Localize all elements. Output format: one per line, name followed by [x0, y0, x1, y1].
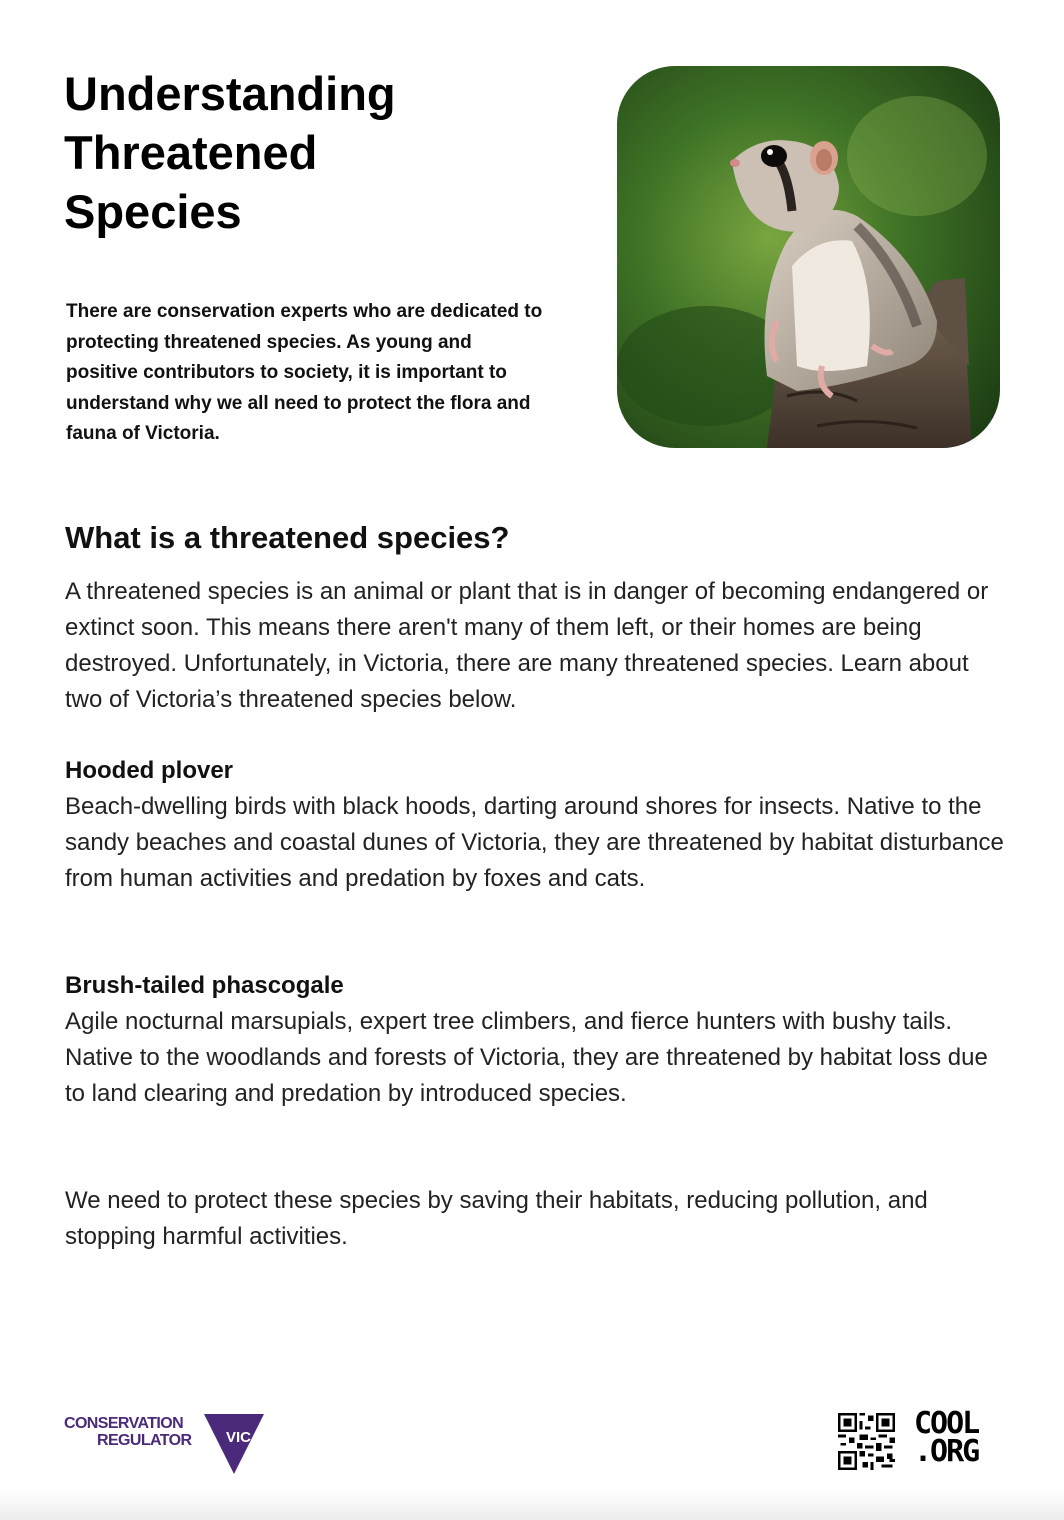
cool-org-logo	[914, 1406, 1004, 1472]
qr-code-icon	[838, 1413, 895, 1470]
cool-logo-line1: COOL	[914, 1406, 979, 1441]
vic-triangle-icon	[204, 1414, 264, 1474]
intro-paragraph: A threatened species is an animal or plant that is in danger of becoming endangered or extinct soon. This means there aren't many of them left, or their homes are being destroyed. Unfortunately, in Victoria, there are many threatened species. Learn about two of Victoria’s threatened species below.	[65, 578, 989, 713]
species-description: Beach-dwelling birds with black hoods, darting around shores for insects. Native to the sandy beaches and coastal dunes of Victoria, they are threatened by habitat disturbance from human activities and predation by foxes and cats.	[65, 793, 1004, 892]
species-name: Hooded plover	[65, 757, 234, 784]
species-name: Brush-tailed phascogale	[65, 972, 344, 999]
title-line: Species	[64, 185, 242, 238]
vic-badge-text: VIC	[226, 1429, 252, 1446]
cool-logo-line2: .ORG	[914, 1434, 979, 1469]
section-heading: What is a threatened species?	[65, 520, 510, 555]
species-block-hooded-plover	[65, 753, 1005, 897]
page-title	[64, 64, 524, 241]
footer-bar	[0, 1490, 1064, 1520]
title-line: Threatened	[64, 126, 318, 179]
intro-text: There are conservation experts who are dedicated to protecting threatened species. As young and positive contributors to society, it is important to understand why we all need to protect the flora and fauna of Victoria.	[66, 301, 543, 444]
species-block-brush-tailed-phascogale	[65, 968, 1005, 1112]
species-description: Agile nocturnal marsupials, expert tree climbers, and fierce hunters with bushy tails. Native to the woodlands and forests of Victoria, they are threatened by habitat loss due to land clearing and predation by introduced species.	[65, 1008, 988, 1107]
logo-text-line2: REGULATOR	[97, 1432, 192, 1449]
title-line: Understanding	[64, 67, 396, 120]
logo-text-line1: CONSERVATION	[64, 1415, 184, 1432]
closing-paragraph: We need to protect these species by saving their habitats, reducing pollution, and stopping harmful activities.	[65, 1187, 928, 1250]
sugar-glider-photo	[617, 66, 1000, 448]
conservation-regulator-logo	[64, 1412, 264, 1474]
